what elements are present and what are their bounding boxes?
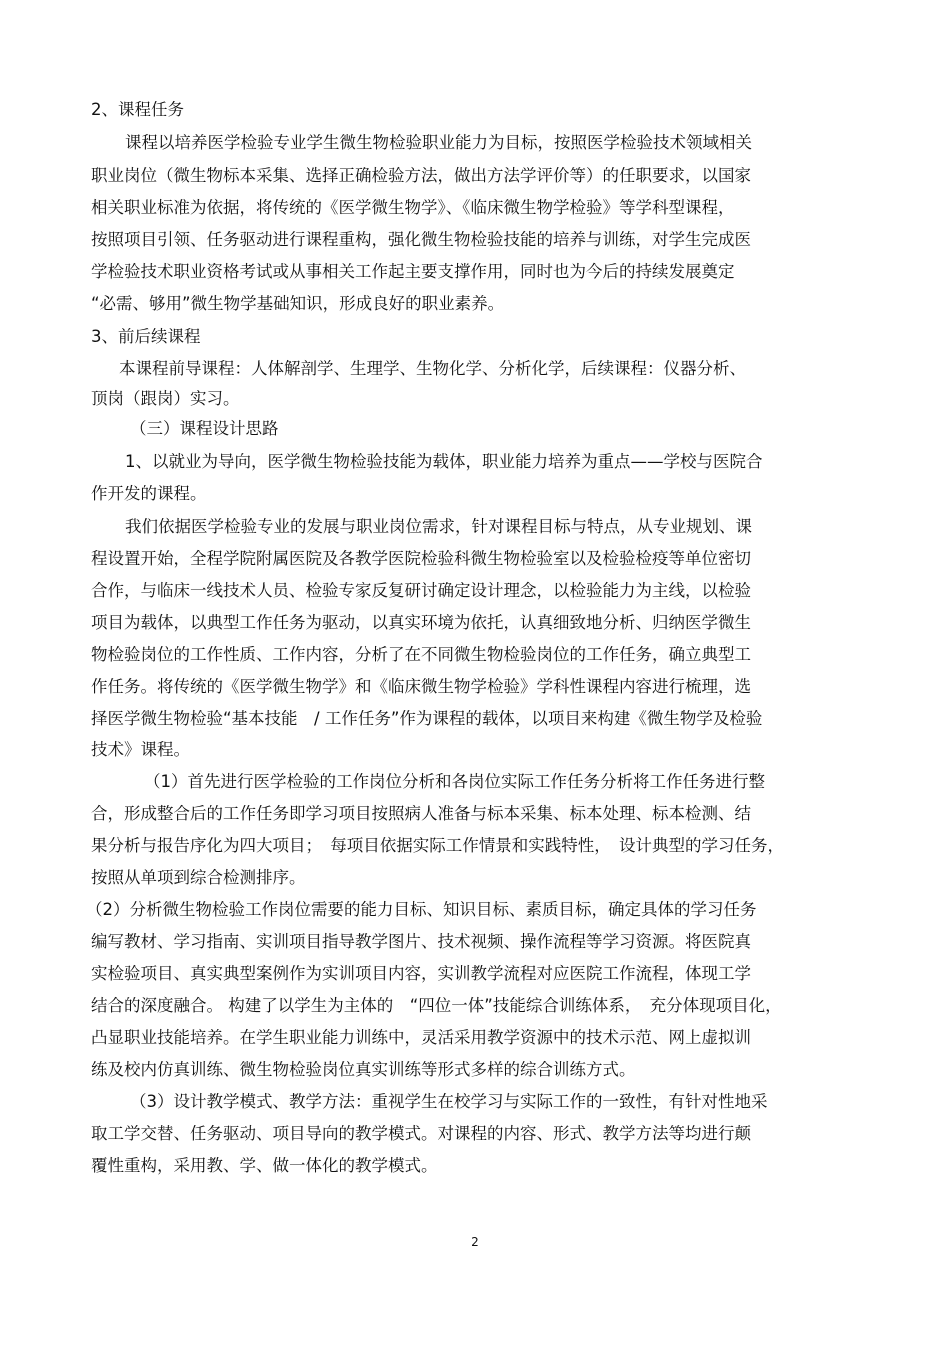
paragraph-line: 相关职业标准为依据，将传统的《医学微生物学》、《临床微生物学检验》等学科型课程， (91, 198, 735, 217)
paragraph-line: 学检验技术职业资格考试或从事相关工作起主要支撑作用，同时也为今后的持续发展奠定 (91, 262, 735, 281)
paragraph-line: （1）首先进行医学检验的工作岗位分析和各岗位实际工作任务分析将工作任务进行整 (144, 772, 765, 791)
paragraph-line: 覆性重构，采用教、学、做一体化的教学模式。 (91, 1156, 438, 1175)
paragraph-line: 结合的深度融合。 构建了以学生为主体的 “四位一体”技能综合训练体系， 充分体现项目化， (91, 996, 782, 1015)
paragraph-line: 职业岗位（微生物标本采集、选择正确检验方法，做出方法学评价等）的任职要求，以国家 (91, 166, 751, 185)
paragraph-line: 实检验项目、真实典型案例作为实训项目内容，实训教学流程对应医院工作流程，体现工学 (91, 964, 751, 983)
paragraph-line: 取工学交替、任务驱动、项目导向的教学模式。对课程的内容、形式、教学方法等均进行颠 (91, 1124, 751, 1143)
page-number: 2 (471, 1235, 479, 1249)
paragraph-line: 我们依据医学检验专业的发展与职业岗位需求，针对课程目标与特点，从专业规划、课 (125, 517, 752, 536)
heading-prerequisite-courses: 3、前后续课程 (91, 327, 201, 346)
paragraph-line: 编写教材、学习指南、实训项目指导教学图片、技术视频、操作流程等学习资源。将医院真 (91, 932, 751, 951)
paragraph-line: 合，形成整合后的工作任务即学习项目按照病人准备与标本采集、标本处理、标本检测、结 (91, 804, 751, 823)
paragraph-line: 项目为载体，以典型工作任务为驱动，以真实环境为依托，认真细致地分析、归纳医学微生 (91, 613, 751, 632)
paragraph-line: 练及校内仿真训练、微生物检验岗位真实训练等形式多样的综合训练方式。 (91, 1060, 636, 1079)
paragraph-line: 作开发的课程。 (91, 484, 207, 503)
paragraph-line: 凸显职业技能培养。在学生职业能力训练中，灵活采用教学资源中的技术示范、网上虚拟训 (91, 1028, 751, 1047)
heading-course-tasks: 2、课程任务 (91, 100, 184, 119)
paragraph-line: 课程以培养医学检验专业学生微生物检验职业能力为目标，按照医学检验技术领域相关 (125, 133, 752, 152)
paragraph-line: （2）分析微生物检验工作岗位需要的能力目标、知识目标、素质目标，确定具体的学习任务 (86, 900, 757, 919)
paragraph-line: 合作，与临床一线技术人员、检验专家反复研讨确定设计理念，以检验能力为主线，以检验 (91, 581, 751, 600)
paragraph-line: 按照从单项到综合检测排序。 (91, 868, 306, 887)
paragraph-line: 程设置开始，全程学院附属医院及各教学医院检验科微生物检验室以及检验检疫等单位密切 (91, 549, 751, 568)
heading-design-ideas: （三）课程设计思路 (130, 419, 279, 438)
paragraph-line: 本课程前导课程：人体解剖学、生理学、生物化学、分析化学，后续课程：仪器分析、 (119, 359, 746, 378)
paragraph-line: （3）设计教学模式、教学方法：重视学生在校学习与实际工作的一致性，有针对性地采 (130, 1092, 768, 1111)
paragraph-line: 择医学微生物检验“基本技能 / 工作任务”作为课程的载体，以项目来构建《微生物学及检验 (91, 709, 763, 728)
paragraph-line: 1、以就业为导向，医学微生物检验技能为载体，职业能力培养为重点——学校与医院合 (125, 452, 763, 471)
paragraph-line: 技术》课程。 (91, 740, 190, 759)
paragraph-line: 按照项目引领、任务驱动进行课程重构，强化微生物检验技能的培养与训练，对学生完成医 (91, 230, 751, 249)
paragraph-line: 物检验岗位的工作性质、工作内容，分析了在不同微生物检验岗位的工作任务，确立典型工 (91, 645, 751, 664)
paragraph-line: “必需、够用”微生物学基础知识，形成良好的职业素养。 (91, 294, 505, 313)
paragraph-line: 作任务。将传统的《医学微生物学》和《临床微生物学检验》学科性课程内容进行梳理，选 (91, 677, 751, 696)
paragraph-line: 果分析与报告序化为四大项目； 每项目依据实际工作情景和实践特性， 设计典型的学习任务， (91, 836, 784, 855)
paragraph-line: 顶岗（跟岗）实习。 (91, 389, 240, 408)
